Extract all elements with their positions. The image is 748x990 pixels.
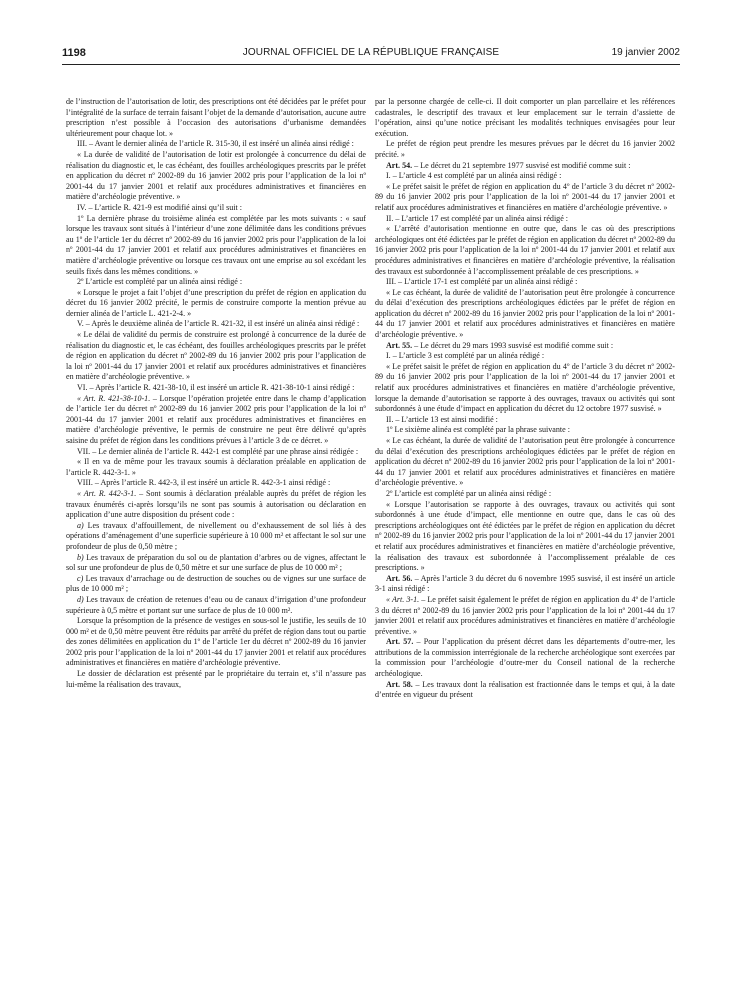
paragraph (375, 595, 675, 637)
paragraph-text: III. – Avant le dernier alinéa de l’article R. 315-30, il est inséré un alinéa ainsi rédigé : (77, 139, 354, 149)
paragraph-text: 2º L’article est complété par un alinéa ainsi rédigé : (386, 488, 552, 498)
paragraph-text: Lorsque la présomption de la présence de vestiges en sous-sol le justifie, les seuils de 10 000 m² et de 0,50 mètre peuvent être réduits par arrêté du préfet de région dans tout ou partie des zones délimitées en application du 1º de l’article 1er du décret nº 2002-89 du 16 janvier 2002 pris pour l’application de la loi nº 2001-44 du 17 janvier 2001 et relatif aux procédures administratives et financières en matière d’archéologie préventive. (66, 616, 366, 668)
paragraph (66, 139, 366, 150)
paragraph-text: par la personne chargée de celle-ci. Il doit comporter un plan parcellaire et les références cadastrales, le descriptif des travaux et leur emplacement sur le terrain d’assiette de l’opération, ainsi qu’une notice précisant les modalités techniques envisagées pour leur exécution. (375, 97, 675, 138)
paragraph (375, 500, 675, 574)
paragraph (66, 97, 366, 139)
paragraph-text: « Lorsque l’autorisation se rapporte à des ouvrages, travaux ou activités qui sont subordonnés à une étude d’impact, elle mentionne en outre que, dans le cas où des prescriptions archéologiques ont été édictées par le préfet de région en application du décret nº 2002-89 du 16 janvier 2002 pris pour l’application de la loi nº 2001-44 du 17 janvier 2001 et relatif aux procédures administratives et financières en matière d’archéologie préventive, la réalisation des travaux est subordonnée à l’accomplissement préalable de ces prescriptions. » (375, 499, 675, 573)
paragraph (375, 574, 675, 595)
paragraph-text: VI. – Après l’article R. 421-38-10, il est inséré un article R. 421-38-10-1 ainsi rédigé : (77, 383, 355, 393)
paragraph (66, 521, 366, 553)
paragraph (66, 319, 366, 330)
paragraph (66, 457, 366, 478)
paragraph-text: – Le préfet saisit également le préfet de région en application du 4º de l’article 3 du décret nº 2002-89 du 16 janvier 2002 pris pour l’application de la loi nº 2001-44 du 17 janvier 2001 et relatif aux procédures administratives et financières en matière d’archéologie préventive. » (375, 594, 675, 636)
paragraph-text: II. – L’article 13 est ainsi modifié : (386, 414, 498, 424)
paragraph (375, 182, 675, 214)
paragraph (66, 277, 366, 288)
paragraph (66, 394, 366, 447)
journal-title: JOURNAL OFFICIEL DE LA RÉPUBLIQUE FRANÇAISE (242, 47, 500, 58)
paragraph (375, 214, 675, 225)
paragraph (375, 341, 675, 352)
paragraph-text: 1º La dernière phrase du troisième alinéa est complétée par les mots suivants : « sauf lorsque les travaux sont situés à l’intérieur d’une zone délimitée dans les conditions prévues au 1º de l’article 1er du décret nº 2002-89 du 16 janvier 2002 pris pour l’application de la loi nº 2001-44 du 17 janvier 2001 et relatif aux procédures administratives et financières en matière d’archéologie préventive ou lorsque ces travaux ont une emprise au sol excédant les seuils fixés dans les mêmes conditions. » (66, 213, 366, 276)
paragraph (66, 383, 366, 394)
paragraph (375, 277, 675, 288)
paragraph-text: I. – L’article 3 est complété par un alinéa rédigé : (386, 351, 545, 361)
paragraph-text: – Le décret du 29 mars 1993 susvisé est modifié comme suit : (412, 340, 614, 350)
paragraph-text: – Lorsque l’opération projetée entre dans le champ d’application de l’article 1er du décret nº 2002-89 du 16 janvier 2002 pris pour l’application de la loi nº 2001-44 du 17 janvier 2001 et relatif aux procédures administratives et financières en matière d’archéologie préventive, le permis de construire ne peut être délivré qu’après saisine du préfet de région dans les conditions prévues à l’article 3 de ce décret. » (66, 393, 366, 445)
paragraph-text: Les travaux de préparation du sol ou de plantation d’arbres ou de vignes, affectant le sol sur une profondeur de plus de 0,50 mètre et sur une surface de plus de 10 000 m² ; (66, 552, 366, 573)
paragraph (375, 362, 675, 415)
article-number: Art. 58. (386, 679, 413, 689)
paragraph-text: IV. – L’article R. 421-9 est modifié ainsi qu’il suit : (77, 202, 242, 212)
paragraph-text: – Après l’article 3 du décret du 6 novembre 1995 susvisé, il est inséré un article 3-1 ainsi rédigé : (375, 573, 675, 594)
paragraph-text: II. – L’article 17 est complété par un alinéa ainsi rédigé : (386, 213, 569, 223)
paragraph (375, 288, 675, 341)
right-column (375, 97, 675, 701)
paragraph (66, 447, 366, 458)
paragraph (375, 415, 675, 426)
article-reference: c) (77, 573, 84, 583)
paragraph (375, 680, 675, 701)
paragraph-text: I. – L’article 4 est complété par un alinéa ainsi rédigé : (386, 171, 562, 181)
paragraph (66, 478, 366, 489)
paragraph-text: « La durée de validité de l’autorisation de lotir est prolongée à concurrence du délai de réalisation du diagnostic et, le cas échéant, des fouilles archéologiques prescrits par le préfet en application du décret nº 2002-89 du 16 janvier 2002 pris pour l’application de la loi nº 2001-44 du 17 janvier 2001 et relatif aux procédures administratives et financières en matière d’archéologie préventive. » (66, 149, 366, 202)
article-reference: « Art. R. 442-3-1. (77, 488, 137, 498)
paragraph-text: de l’instruction de l’autorisation de lotir, des prescriptions ont été décidées par le préfet pour l’intégralité de la surface de terrain faisant l’objet de la demande d’autorisation, aucune autre prescription n’est possible à l’occasion des autorisations d’urbanisme demandées ultérieurement pour chaque lot. » (66, 97, 366, 138)
paragraph (66, 330, 366, 383)
paragraph-text: – Le décret du 21 septembre 1977 susvisé est modifié comme suit : (412, 160, 631, 170)
issue-date: 19 janvier 2002 (611, 47, 680, 58)
paragraph-text: VII. – Le dernier alinéa de l’article R. 442-1 est complété par une phrase ainsi rédigée : (77, 446, 359, 456)
paragraph-text: « Le cas échéant, la durée de validité de l’autorisation peut être prolongée à concurrence du délai d’exécution des prescriptions archéologiques édictées par le préfet de région en application du décret nº 2002-89 du 16 janvier 2002 pris pour l’application de la loi nº 2001-44 du 17 janvier 2001 et relatif aux procédures administratives et financières en matière d’archéologie préventive. » (375, 436, 675, 488)
paragraph-text: « Le délai de validité du permis de construire est prolongé à concurrence de la durée de réalisation du diagnostic et, le cas échéant, des fouilles archéologiques prescrits par le préfet de région en application du décret nº 2002-89 du 16 janvier 2002 pris pour l’application de la loi nº 2001-44 du 17 janvier 2001 et relatif aux procédures administratives et financières en matière d’archéologie préventive. » (66, 330, 366, 382)
left-column (66, 97, 366, 690)
paragraph-text: III. – L’article 17-1 est complété par un alinéa ainsi rédigé : (386, 277, 578, 287)
paragraph (375, 425, 675, 436)
article-number: Art. 56. (386, 573, 413, 583)
paragraph (375, 489, 675, 500)
article-reference: b) (77, 552, 84, 562)
paragraph (66, 595, 366, 616)
paragraph (375, 224, 675, 277)
paragraph (375, 139, 675, 160)
paragraph-text: « Le préfet saisit le préfet de région en application du 4º de l’article 3 du décret nº 2002-89 du 16 janvier 2002 pris pour l’application de la loi nº 2001-44 du 17 janvier 2001 et relatif aux procédures administratives et financières en matière d’archéologie préventive. » (375, 181, 675, 212)
article-reference: « Art. R. 421-38-10-1. (77, 393, 151, 403)
paragraph-text: V. – Après le deuxième alinéa de l’article R. 421-32, il est inséré un alinéa ainsi rédigé : (77, 319, 360, 329)
article-number: Art. 54. (386, 160, 413, 170)
article-number: Art. 57. (386, 637, 414, 647)
article-reference: « Art. 3-1. (386, 594, 420, 604)
paragraph (66, 669, 366, 690)
article-number: Art. 55. (386, 340, 413, 350)
page-header (62, 40, 680, 65)
paragraph (375, 436, 675, 489)
paragraph (375, 171, 675, 182)
paragraph-text: « Le préfet saisit le préfet de région en application du 4º de l’article 3 du décret nº 2002-89 du 16 janvier 2002 pris pour l’application de la loi nº 2001-44 du 17 janvier 2001 et relatif aux procédures administratives et financières en matière d’archéologie préventive, lorsque la demande d’autorisation se rapporte à des ouvrages, travaux ou activités qui sont subordonnés à une étude d’impact en application du décret du 12 octobre 1977 susvisé. » (375, 361, 675, 414)
paragraph-text: Les travaux de création de retenues d’eau ou de canaux d’irrigation d’une profondeur supérieure à 0,5 mètre et portant sur une surface de plus de 10 000 m². (66, 594, 366, 615)
paragraph-text: Le dossier de déclaration est présenté par le propriétaire du terrain et, s’il n’assure pas lui-même la réalisation des travaux, (66, 669, 366, 689)
paragraph-text: VIII. – Après l’article R. 442-3, il est inséré un article R. 442-3-1 ainsi rédigé : (77, 478, 331, 488)
paragraph-text: « Lorsque le projet a fait l’objet d’une prescription du préfet de région en application du décret du 16 janvier 2002 précité, le permis de construire comporte la mention prévue au dernier alinéa de l’article L. 421-2-4. » (66, 287, 366, 318)
paragraph-text: Le préfet de région peut prendre les mesures prévues par le décret du 16 janvier 2002 précité. » (375, 139, 675, 159)
paragraph (66, 288, 366, 320)
article-reference: d) (77, 594, 84, 604)
paragraph-text: Les travaux d’arrachage ou de destruction de souches ou de vignes sur une surface de plus de 10 000 m² ; (66, 573, 366, 594)
article-reference: a) (77, 520, 84, 530)
paragraph (66, 616, 366, 669)
paragraph (375, 637, 675, 679)
paragraph (375, 351, 675, 362)
paragraph-text: 1º Le sixième alinéa est complété par la phrase suivante : (386, 425, 570, 435)
paragraph (375, 97, 675, 139)
page-number: 1198 (62, 47, 86, 59)
paragraph-text: – Sont soumis à déclaration préalable auprès du préfet de région les travaux énumérés ci-après lorsqu’ils ne sont pas soumis à autorisation ou déclaration en application d’une autre disposition du présent code : (66, 488, 366, 520)
paragraph (66, 214, 366, 278)
paragraph (66, 150, 366, 203)
paragraph (66, 203, 366, 214)
paragraph-text: « Il en va de même pour les travaux soumis à déclaration préalable en application de l’article R. 442-3-1. » (66, 457, 366, 477)
paragraph (66, 489, 366, 521)
paragraph-text: Les travaux d’affouillement, de nivellement ou d’exhaussement de sol liés à des opérations d’aménagement d’une superficie supérieure à 10 000 m² et affectant le sol sur une profondeur de plus de 0,50 mètre ; (66, 520, 366, 551)
paragraph (375, 161, 675, 172)
paragraph-text: « Le cas échéant, la durée de validité de l’autorisation peut être prolongée à concurrence du délai d’exécution des prescriptions archéologiques édictées par le préfet de région en application du décret nº 2002-89 du 16 janvier 2002 pris pour l’application de la loi nº 2001-44 du 17 janvier 2001 et relatif aux procédures administratives et financières en matière d’archéologie préventive. » (375, 287, 675, 340)
paragraph-text: 2º L’article est complété par un alinéa ainsi rédigé : (77, 277, 243, 287)
paragraph-text: – Les travaux dont la réalisation est fractionnée dans le temps et qui, à la date d’entrée en vigueur du présent (375, 679, 675, 700)
paragraph (66, 553, 366, 574)
paragraph-text: « L’arrêté d’autorisation mentionne en outre que, dans le cas où des prescriptions archéologiques ont été édictées par le préfet de région en application du décret nº 2002-89 du 16 janvier 2002 pris pour l’application de la loi nº 2001-44 du 17 janvier 2001 et relatif aux procédures administratives et financières en matière d’archéologie préventive, la réalisation des travaux est subordonnée à l’accomplissement préalable de ces prescriptions. » (375, 224, 675, 276)
paragraph-text: – Pour l’application du présent décret dans les départements d’outre-mer, les attributions de la commission interrégionale de la recherche archéologique sont exercées par la commission pour l’archéologie d’outre-mer du Conseil national de la recherche archéologique. (375, 637, 675, 679)
paragraph (66, 574, 366, 595)
